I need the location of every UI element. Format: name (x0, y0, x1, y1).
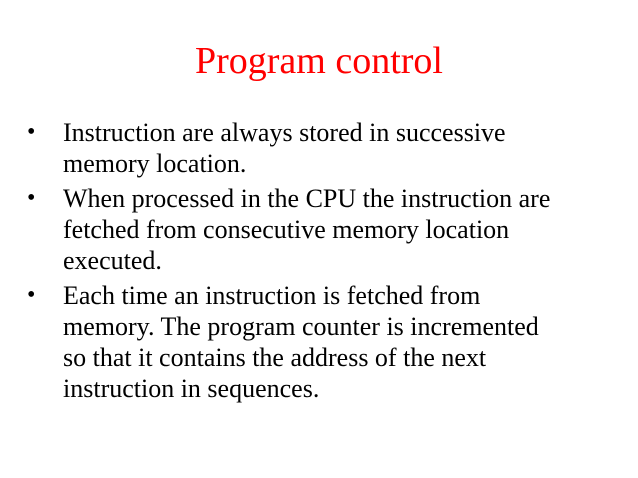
bullet-text: Each time an instruction is fetched from memory. The program counter is incremented so that it contains the address of the next instruction in sequences. (63, 281, 539, 403)
bullet-item (27, 183, 617, 276)
bullet-marker-icon: • (27, 185, 36, 211)
bullet-list (27, 117, 617, 408)
bullet-marker-icon: • (27, 119, 36, 145)
bullet-text: When processed in the CPU the instruction are fetched from consecutive memory location executed. (63, 184, 551, 275)
bullet-item (27, 280, 617, 404)
bullet-marker-icon: • (27, 282, 36, 308)
bullet-text: Instruction are always stored in successive memory location. (63, 118, 506, 178)
bullet-item (27, 117, 617, 179)
slide-title: Program control (194, 40, 443, 82)
